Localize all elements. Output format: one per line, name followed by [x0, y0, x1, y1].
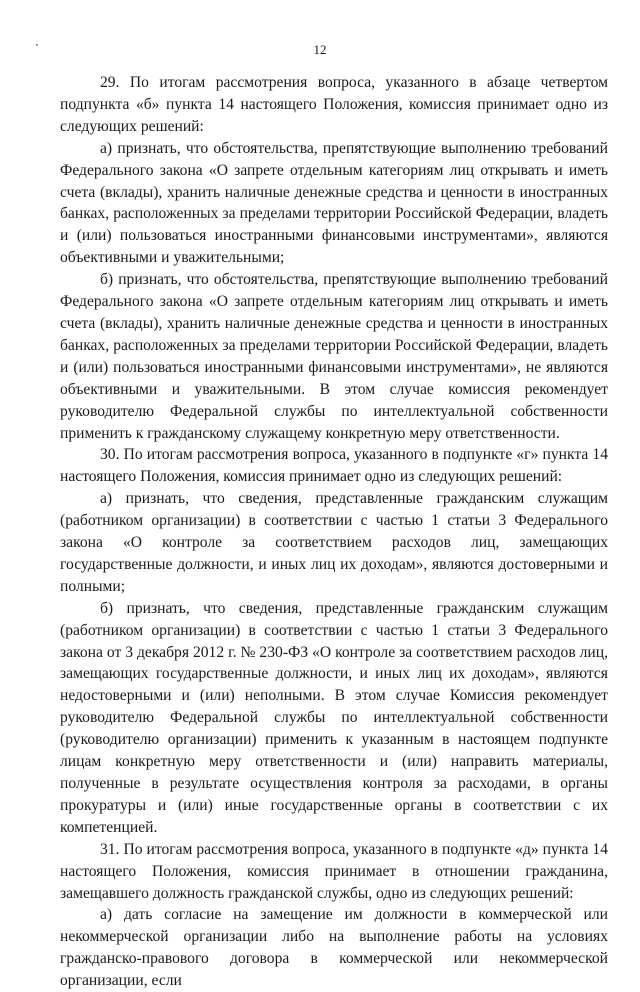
paragraph-30: 30. По итогам рассмотрения вопроса, указанного в подпункте «г» пункта 14 настоящего Положения, комиссия принимает одно из следующих решений: [60, 446, 608, 486]
document-body [60, 72, 608, 992]
paragraph-30-a: а) признать, что сведения, представленные гражданским служащим (работником организации) в соответствии с частью 1 статьи 3 Федерального закона «О контроле за соответствием расходов лиц, замещающих государственные должности, и иных лиц их доходам», являются достоверными и полными; [60, 490, 608, 595]
paragraph-31-a: а) дать согласие на замещение им должности в коммерческой или некоммерческой организации либо на выполнение работы на условиях гражданско-правового договора в коммерческой или некоммерческой организации, если [60, 906, 608, 990]
paragraph-29-a: а) признать, что обстоятельства, препятствующие выполнению требований Федерального закона «О запрете отдельным категориям лиц открывать и иметь счета (вклады), хранить наличные денежные средства и ценности в иностранных банках, расположенных за пределами территории Российской Федерации, владеть и (или) пользоваться иностранными финансовыми инструментами», являются объективными и уважительными; [60, 139, 608, 267]
paragraph-31: 31. По итогам рассмотрения вопроса, указанного в подпункте «д» пункта 14 настоящего Положения, комиссия принимает в отношении гражданина, замещавшего должность гражданской службы, одно из следующих решений: [60, 840, 608, 902]
paragraph-29: 29. По итогам рассмотрения вопроса, указанного в абзаце четвертом подпункта «б» пункта 14 настоящего Положения, комиссия принимает одно из следующих решений: [60, 74, 608, 135]
paragraph-30-b: б) признать, что сведения, представленные гражданским служащим (работником организации) в соответствии с частью 1 статьи 3 Федерального закона от 3 декабря 2012 г. № 230-ФЗ «О контроле за соответствием расходов лиц, замещающих государственные должности, и иных лиц их доходам», являются недостоверными и (или) неполными. В этом случае Комиссия рекомендует руководителю Федеральной службы по интеллектуальной собственности (руководителю организации) применить к указанным в настоящем подпункте лицам конкретную меру ответственности и (или) направить материалы, полученные в результате осуществления контроля за расходами, в органы прокуратуры и (или) иные государственные органы в соответствии с их компетенцией. [60, 599, 608, 836]
paragraph-29-b: б) признать, что обстоятельства, препятствующие выполнению требований Федерального закона «О запрете отдельным категориям лиц открывать и иметь счета (вклады), хранить наличные денежные средства и ценности в иностранных банках, расположенных за пределами территории Российской Федерации, владеть и (или) пользоваться иностранными финансовыми инструментами», не являются объективными и уважительными. В этом случае комиссия рекомендует руководителю Федеральной службы по интеллектуальной собственности применить к гражданскому служащему конкретную меру ответственности. [60, 271, 608, 442]
page-number: 12 [313, 42, 327, 57]
scan-speck [36, 44, 38, 46]
